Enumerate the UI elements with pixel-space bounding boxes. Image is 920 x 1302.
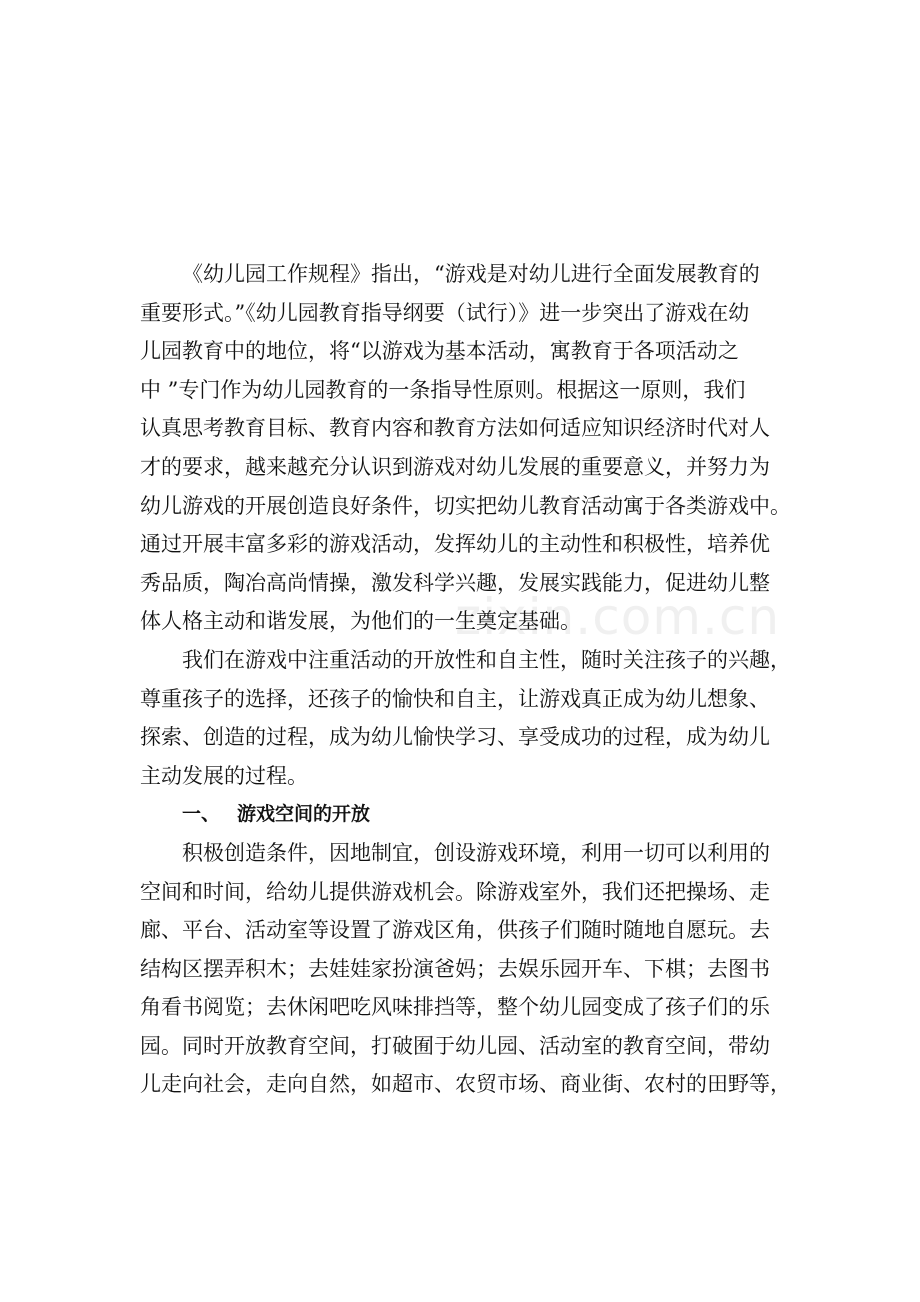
text-line: 积极创造条件，因地制宜，创设游戏环境，利用一切可以利用的 — [182, 840, 770, 865]
section-number: 一、 — [182, 803, 221, 826]
watermark: zixin.com.cn — [455, 588, 781, 646]
text-line: 结构区摆弄积木；去娃娃家扮演爸妈；去娱乐园开车、下棋；去图书 — [140, 956, 770, 981]
text-line: 秀品质，陶冶高尚情操，激发科学兴趣，发展实践能力，促进幼儿整 — [140, 570, 770, 595]
text-line: 通过开展丰富多彩的游戏活动，发挥幼儿的主动性和积极性，培养优 — [140, 532, 770, 557]
paragraph-space — [140, 834, 810, 1104]
text-line: 空间和时间，给幼儿提供游戏机会。除游戏室外，我们还把操场、走 — [140, 879, 770, 904]
text-line: 《幼儿园工作规程》指出，“游戏是对幼儿进行全面发展教育的 — [182, 262, 760, 286]
text-line: 儿园教育中的地位，将“以游戏为基本活动，寓教育于各项活动之 — [140, 339, 739, 364]
text-line: 中 ”专门作为幼儿园教育的一条指导性原则。根据这一原则，我们 — [140, 377, 746, 402]
document-body — [140, 255, 810, 1104]
text-line: 角看书阅览；去休闲吧吃风味排挡等，整个幼儿园变成了孩子们的乐 — [140, 995, 770, 1020]
text-line: 幼儿游戏的开展创造良好条件，切实把幼儿教育活动寓于各类游戏中。 — [140, 493, 791, 518]
paragraph-openness — [140, 641, 810, 795]
text-line: 廊、平台、活动室等设置了游戏区角，供孩子们随时随地自愿玩。去 — [140, 918, 770, 943]
text-line: 重要形式。”《幼儿园教育指导纲要（试行）》进一步突出了游戏在幼 — [140, 300, 750, 325]
text-line: 认真思考教育目标、教育内容和教育方法如何适应知识经济时代对人 — [140, 416, 770, 441]
paragraph-intro — [140, 255, 810, 641]
text-line: 探索、创造的过程，成为幼儿愉快学习、享受成功的过程，成为幼儿 — [140, 725, 770, 750]
text-line: 才的要求，越来越充分认识到游戏对幼儿发展的重要意义，并努力为 — [140, 454, 770, 479]
text-line: 尊重孩子的选择，还孩子的愉快和自主，让游戏真正成为幼儿想象、 — [140, 686, 770, 711]
section-heading — [140, 795, 810, 834]
text-line: 我们在游戏中注重活动的开放性和自主性，随时关注孩子的兴趣， — [182, 647, 791, 672]
text-line: 园。同时开放教育空间，打破囿于幼儿园、活动室的教育空间，带幼 — [140, 1033, 770, 1058]
text-line: 体人格主动和谐发展，为他们的一生奠定基础。 — [140, 609, 581, 634]
text-line: 主动发展的过程。 — [140, 763, 308, 788]
section-title: 游戏空间的开放 — [237, 803, 371, 826]
text-line: 儿走向社会，走向自然，如超市、农贸市场、商业街、农村的田野等， — [140, 1072, 791, 1097]
